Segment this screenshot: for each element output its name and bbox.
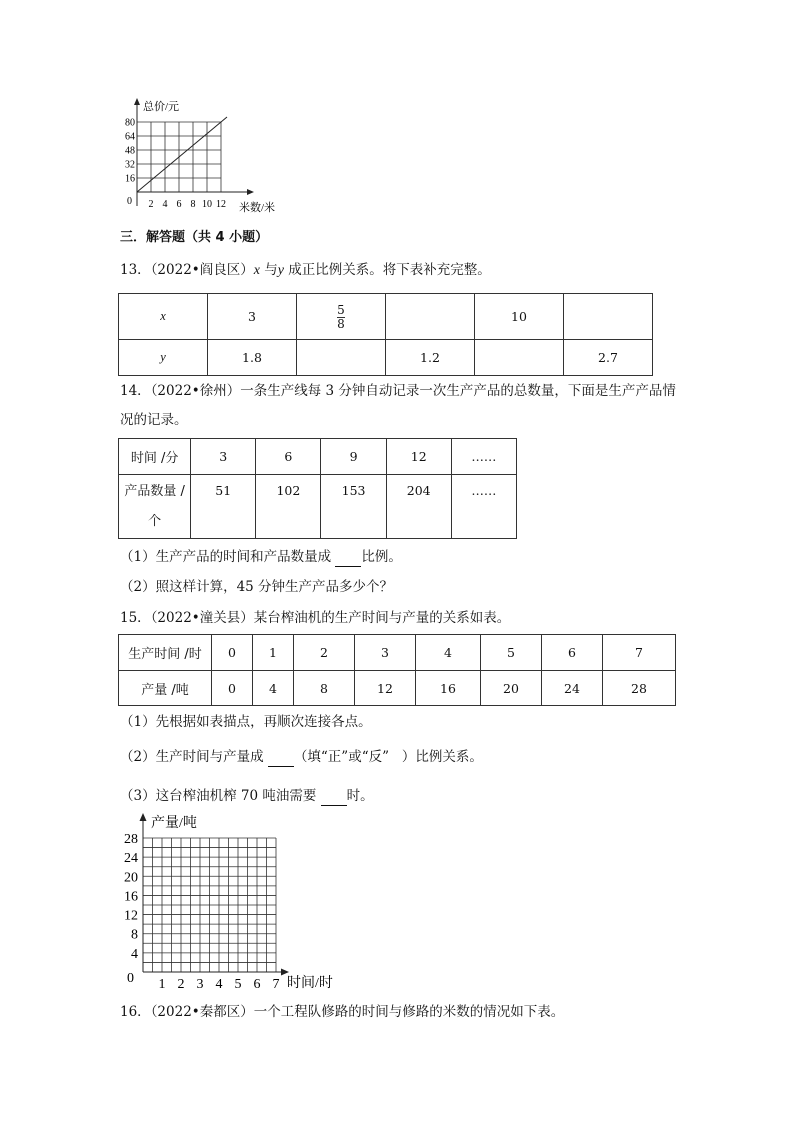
x-tick-label: 6 <box>253 977 261 992</box>
q14-row-time-label: 时间 /分 <box>119 439 191 475</box>
q13-row-x <box>119 294 653 340</box>
q14-line1 <box>120 381 676 401</box>
x-tick-label: 12 <box>216 199 226 210</box>
price-series-line <box>137 117 227 192</box>
q15-sub2-blank[interactable] <box>268 752 294 767</box>
q14-sub1-a: （1）生产产品的时间和产品数量成 <box>120 549 332 565</box>
q13-var-x: x <box>253 263 260 278</box>
output-chart-xlabel: 时间/时 <box>287 976 333 991</box>
q14-sub2: （2）照这样计算，45 分钟生产产品多少个？ <box>120 579 394 595</box>
q14-text-1: 一条生产线每 3 分钟自动记录一次生产产品的总数量，下面是生产产品情 <box>240 383 676 399</box>
q14-count-cell: 204 <box>386 475 451 539</box>
q13-x-cell-frac <box>297 294 386 340</box>
q15-time-cell: 6 <box>542 635 603 671</box>
x-tick-label: 1 <box>158 977 166 992</box>
q14-row-count-label-a: 产品数量 / <box>124 483 185 499</box>
output-chart-origin: 0 <box>127 971 134 986</box>
q14-time-cell: 3 <box>191 439 256 475</box>
q14-count-cell: 153 <box>321 475 386 539</box>
q13-instruction: 成正比例关系。将下表补充完整。 <box>288 262 491 278</box>
q14-source: （2022•徐州） <box>150 383 241 399</box>
q13-y-cell: 1.2 <box>386 340 475 376</box>
q14-sub1-b: 比例。 <box>361 549 402 565</box>
q14-row-time <box>119 439 517 475</box>
q15-sub3-a: （3）这台榨油机榨 70 吨油需要 <box>120 788 317 804</box>
y-tick-label: 32 <box>125 159 135 171</box>
x-tick-label: 4 <box>215 977 223 992</box>
y-tick-label: 4 <box>131 946 138 962</box>
q15-sub2 <box>120 747 483 767</box>
q15-time-cell: 0 <box>212 635 253 671</box>
q15-time-cell: 4 <box>416 635 481 671</box>
y-tick-label: 48 <box>125 145 135 157</box>
q13-row-x-label: x <box>119 294 208 340</box>
q14-time-cell: 9 <box>321 439 386 475</box>
q15-sub1: （1）先根据如表描点，再顺次连接各点。 <box>120 714 372 730</box>
price-chart <box>115 96 295 218</box>
q16-source: （2022•秦都区） <box>150 1004 254 1020</box>
q15-sub3 <box>120 786 374 806</box>
q15-time-cell: 3 <box>355 635 416 671</box>
y-tick-label: 8 <box>131 927 138 943</box>
q16-number: 16． <box>120 1004 151 1020</box>
q13-text <box>120 260 491 281</box>
q13-row-y <box>119 340 653 376</box>
q13-number: 13． <box>120 262 151 278</box>
output-chart <box>110 810 360 996</box>
q14-sub1 <box>120 547 402 567</box>
q15-source: （2022•潼关县） <box>150 610 254 626</box>
x-tick-label: 3 <box>196 977 204 992</box>
q15-time-cell: 7 <box>603 635 676 671</box>
q13-y-cell-empty[interactable] <box>475 340 564 376</box>
q15-time-cell: 1 <box>253 635 294 671</box>
q13-y-cell: 1.8 <box>208 340 297 376</box>
x-tick-label: 4 <box>162 199 168 210</box>
q15-time-cell: 5 <box>481 635 542 671</box>
q15-sub2-b: （填“正”或“反” <box>293 749 389 765</box>
q15-sub3-b: 时。 <box>346 788 374 804</box>
x-tick-label: 10 <box>202 199 212 210</box>
q15-output-cell: 12 <box>355 671 416 706</box>
q15-output-cell: 28 <box>603 671 676 706</box>
x-tick-label: 5 <box>234 977 242 992</box>
q13-source: （2022•阎良区） <box>150 262 254 278</box>
q15-row-output <box>119 671 676 706</box>
q15-sub2-c: ）比例关系。 <box>401 749 483 765</box>
price-chart-y-arrow <box>134 98 140 105</box>
q14-count-cell: 51 <box>191 475 256 539</box>
y-tick-label: 20 <box>124 870 138 886</box>
fraction-denominator: 8 <box>337 317 345 331</box>
price-chart-x-arrow <box>247 189 254 195</box>
q15-time-cell: 2 <box>294 635 355 671</box>
q14-table <box>118 438 517 539</box>
x-tick-label: 2 <box>148 199 154 210</box>
y-tick-label: 16 <box>125 173 135 185</box>
q16-text <box>120 1002 564 1022</box>
q16-body: 一个工程队修路的时间与修路的米数的情况如下表。 <box>253 1004 565 1020</box>
y-tick-label: 28 <box>124 832 138 847</box>
output-chart-x-arrow <box>281 969 289 976</box>
output-chart-grid <box>143 838 276 972</box>
q14-time-cell: 12 <box>386 439 451 475</box>
y-tick-label: 64 <box>125 131 135 143</box>
q13-x-cell-empty[interactable] <box>386 294 475 340</box>
q14-count-cell: 102 <box>256 475 321 539</box>
q15-number: 15． <box>120 610 151 626</box>
y-tick-label: 12 <box>124 908 138 924</box>
fraction-numerator: 5 <box>337 303 345 317</box>
x-tick-label: 8 <box>190 199 196 210</box>
price-chart-origin: 0 <box>127 196 132 207</box>
q15-output-cell: 8 <box>294 671 355 706</box>
q13-x-cell-empty[interactable] <box>564 294 653 340</box>
q13-var-y: y <box>277 263 284 278</box>
output-chart-y-arrow <box>140 813 147 821</box>
price-chart-ylabel: 总价/元 <box>143 101 180 113</box>
output-chart-ylabel: 产量/吨 <box>151 816 197 831</box>
q14-sub1-blank[interactable] <box>335 552 361 567</box>
q14-row-count-label <box>119 475 191 539</box>
x-tick-label: 6 <box>176 199 182 210</box>
q15-table <box>118 634 676 706</box>
y-tick-label: 24 <box>124 851 138 867</box>
q15-output-cell: 0 <box>212 671 253 706</box>
q13-x-cell: 10 <box>475 294 564 340</box>
q15-output-cell: 24 <box>542 671 603 706</box>
q14-time-cell: …… <box>451 439 516 475</box>
price-chart-xlabel: 米数/米 <box>239 202 276 214</box>
q13-table <box>118 293 653 376</box>
q14-line2: 况的记录。 <box>120 412 188 428</box>
q13-row-y-label: y <box>119 340 208 376</box>
section-title: 三．解答题（共 4 小题） <box>120 230 269 245</box>
q13-y-cell: 2.7 <box>564 340 653 376</box>
q15-body: 某台榨油机的生产时间与产量的关系如表。 <box>253 610 511 626</box>
y-tick-label: 80 <box>125 117 135 129</box>
q13-x-cell: 3 <box>208 294 297 340</box>
q14-time-cell: 6 <box>256 439 321 475</box>
q15-row-time-label: 生产时间 /时 <box>119 635 212 671</box>
q15-row-time <box>119 635 676 671</box>
y-tick-label: 16 <box>124 889 138 905</box>
x-tick-label: 2 <box>177 977 185 992</box>
q15-sub3-blank[interactable] <box>321 791 347 806</box>
q15-row-output-label: 产量 /吨 <box>119 671 212 706</box>
q14-row-count-label-b: 个 <box>148 513 162 529</box>
x-tick-label: 7 <box>272 977 280 992</box>
q13-y-cell-empty[interactable] <box>297 340 386 376</box>
fraction <box>337 304 345 331</box>
q14-number: 14． <box>120 383 151 399</box>
q15-text <box>120 608 510 628</box>
q14-row-count <box>119 475 517 539</box>
q15-output-cell: 16 <box>416 671 481 706</box>
q15-output-cell: 4 <box>253 671 294 706</box>
q14-count-cell: …… <box>451 475 516 539</box>
q15-sub2-a: （2）生产时间与产量成 <box>120 749 264 765</box>
q13-and: 与 <box>264 262 278 278</box>
q15-output-cell: 20 <box>481 671 542 706</box>
